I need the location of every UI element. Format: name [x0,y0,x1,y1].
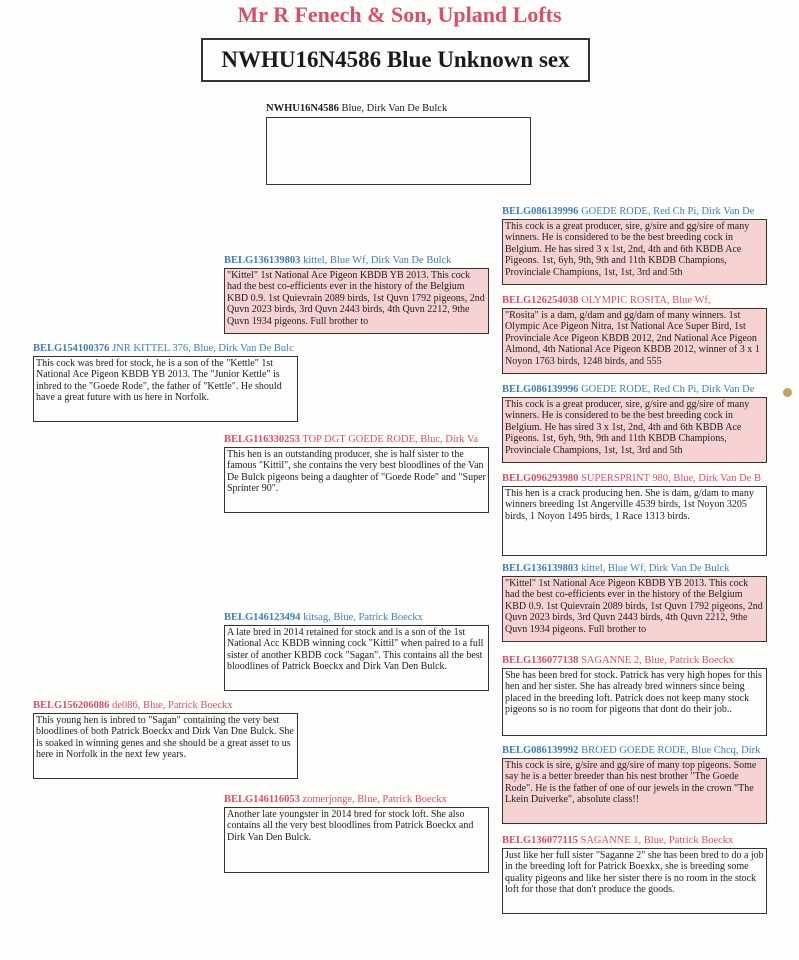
sdd-details: SUPERSPRINT 980, Blue, Dirk Van De B [581,473,761,484]
dd-text: Another late youngster in 2014 bred for stock loft. She also contains all the very best bloodlines from Patrick Boeckx and Dirk Van Den Bulck. [227,809,474,843]
ds-text: A late bred in 2014 retained for stock and is a son of the 1st National Acc KBDB winning cock "Kittil" when paired to a full sister of another KBDB cock "Sagan". This contains all the best bloodlines of Patrick Boeckx and Dirk Van Den Bulck. [227,627,484,673]
ddd-header [502,835,733,847]
sss-box [502,219,767,285]
sds-ring: BELG086139996 [502,384,579,395]
subject-details: Blue, Dirk Van De Bulck [341,103,448,114]
dss-text: "Kittel" 1st National Ace Pigeon KBDB YB 2013. This cock had the best co-efficients ever in the history of the Belgium KBD 0.9. 1st Quievrain 2089 birds, 1st Quvn 1792 pigeons, 2nd Quvn 2023 birds, 3rd Quvn 2443 birds, 4th Quvn 2212, 9the Quvn 1934 pigeons. Full brother to [505,578,763,635]
ssd-ring: BELG126254038 [502,295,579,306]
ssd-text: "Rosita" is a dam, g/dam and gg/dam of many winners. 1st Olympic Ace Pigeon Nitra, 1st National Ace Super Bird, 1st Provinciale Ace Pigeon KBDB 2012, 2nd National Ace Pigeon Almond, 4th National Ace Pigeon KBDB 2012, winner of 3 x 1 Noyon 1763 birds, 1248 birds, and 555 [505,310,760,367]
dd-header [224,794,447,806]
dam-text: This young hen is inbred to "Sagan" containing the very best bloodlines of both Patrick Boeckx and Dirk Van Dne Bulck. She is soaked in winning genes and she should be a great asset to us here in Norfolk in the next few years. [36,715,294,761]
ddd-box [502,848,767,914]
ss-details: kittel, Blue Wf, Dirk Van De Bulck [303,255,452,266]
dam-box [33,713,298,779]
ssd-box [502,308,767,374]
dds-box [502,758,767,824]
ddd-details: SAGANNE 1, Blue, Patrick Boeckx [580,835,734,846]
sss-header [502,206,754,218]
ssd-header [502,295,711,307]
subject-ring: NWHU16N4586 [266,103,339,114]
dam-details: de086, Blue, Patrick Boeckx [112,700,233,711]
paper-mark [783,388,792,397]
sss-text: This cock is a great producer, sire, g/sire and gg/sire of many winners. He is considered to be the best breeding cock in Belgium. He has sired 3 x 1st, 2nd, 4th and 6th KBDB Ace Pigeons. 1st, 6yh, 9th, 9th and 11th KBDB Champions, Provinciale Champions, 1st, 1st, 3rd and 5th [505,221,750,278]
sss-details: GOEDE RODE, Red Ch Pi, Dirk Van De [581,206,755,217]
dds-ring: BELG086139992 [502,745,579,756]
sds-text: This cock is a great producer, sire, g/sire and gg/sire of many winners. He is considered to be the best breeding cock in Belgium. He has sired 3 x 1st, 2nd, 4th and 6th KBDB Ace Pigeons. 1st, 6yh, 9th, 9th and 11th KBDB Champions, Provinciale Champions, 1st, 1st, 3rd and 5th [505,399,750,456]
ddd-ring: BELG136077115 [502,835,578,846]
ddd-text: Just like her full sister "Saganne 2" she has been bred to do a job in the breeding loft for Patrick Boexkx, she is breeding some quality pigeons and like her sister there is no room in the stock loft for those that don't produce the goods. [505,850,764,896]
dsd-box [502,668,767,736]
sire-text: This cock was bred for stock, he is a son of the "Kettle" 1st National Ace Pigeon KBDB YB 2013. The "Junior Kettle" is inbred to the "Goede Rode", the father of "Kettle". He should have a great future with us here in Norfolk. [36,358,282,404]
sds-box [502,397,767,463]
sire-header [33,343,294,355]
ss-text: "Kittel" 1st National Ace Pigeon KBDB YB 2013. This cock had the best co-efficients ever in the history of the Belgium KBD 0.9. 1st Quievrain 2089 birds, 1st Quvn 1792 pigeons, 2nd Quvn 2023 birds, 3rd Quvn 2443 birds, 4th Quvn 2212, 9the Quvn 1934 pigeons. Full brother to [227,270,485,327]
sd-ring: BELG116330253 [224,434,300,445]
sire-box [33,356,298,422]
sdd-header [502,473,761,485]
dss-header [502,563,729,575]
sd-header [224,434,478,446]
subject-header [266,103,447,115]
dsd-ring: BELG136077138 [502,655,579,666]
dam-ring: BELG156206086 [33,700,110,711]
ds-box [224,625,489,691]
dds-header [502,745,760,757]
sire-details: JNR KITTEL 376, Blue, Dirk Van De Bulc [112,343,294,354]
dds-details: BROED GOEDE RODE, Blue Chcq, Dirk [581,745,761,756]
dsd-details: SAGANNE 2, Blue, Patrick Boeckx [581,655,734,666]
sire-ring: BELG154100376 [33,343,110,354]
loft-title: Mr R Fenech & Son, Upland Lofts [237,2,562,27]
sdd-ring: BELG096293980 [502,473,579,484]
ds-details: kitsag, Blue, Patrick Boeckx [303,612,423,623]
dss-details: kittel, Blue Wf, Dirk Van De Bulck [581,563,730,574]
ds-header [224,612,423,624]
sd-text: This hen is an outstanding producer, she is half sister to the famous "Kittil", she contains the very best bloodlines of the Van De Bulck pigeons being a daughter of "Goede Rode" and "Super Sprinter 90". [227,449,486,495]
sdd-text: This hen is a crack producing hen. She is dam, g/dam to many winners breeding 1st Angerville 4539 birds, 1st Noyon 3205 birds, 1 Noyon 1495 birds, 1 Race 1313 birds. [505,488,754,522]
ss-box [224,268,489,334]
dam-header [33,700,233,712]
dss-box [502,576,767,642]
sds-header [502,384,754,396]
sd-box [224,447,489,513]
sd-details: TOP DGT GOEDE RODE, Bluc, Dirk Va [302,434,479,445]
ds-ring: BELG146123494 [224,612,301,623]
dsd-header [502,655,734,667]
ssd-details: OLYMPIC ROSITA, Blue Wf, [581,295,711,306]
subject-box [266,117,531,185]
sds-details: GOEDE RODE, Red Ch Pi, Dirk Van De [581,384,755,395]
dds-text: This cock is sire, g/sire and gg/sire of many top pigeons. Some say he is a better breeder than his nest brother "The Goede Rode". He is the father of one of our jewels in the crown "The Lkein Duiverke", absolute class!! [505,760,757,806]
dd-box [224,807,489,873]
dd-ring: BELG146116053 [224,794,300,805]
ss-ring: BELG136139803 [224,255,301,266]
dsd-text: She has been bred for stock. Patrick has very high hopes for this hen and her sister. She has already bred winners since being placed in the breeding loft. Patrick does not keep many stock pigeons so is no room for pigeons that dont do their job.. [505,670,762,716]
dss-ring: BELG136139803 [502,563,579,574]
ss-header [224,255,451,267]
sss-ring: BELG086139996 [502,206,579,217]
dd-details: zomerjonge, Blue, Patrick Boeckx [302,794,447,805]
subject-title-box: NWHU16N4586 Blue Unknown sex [201,38,590,82]
sdd-box [502,486,767,556]
